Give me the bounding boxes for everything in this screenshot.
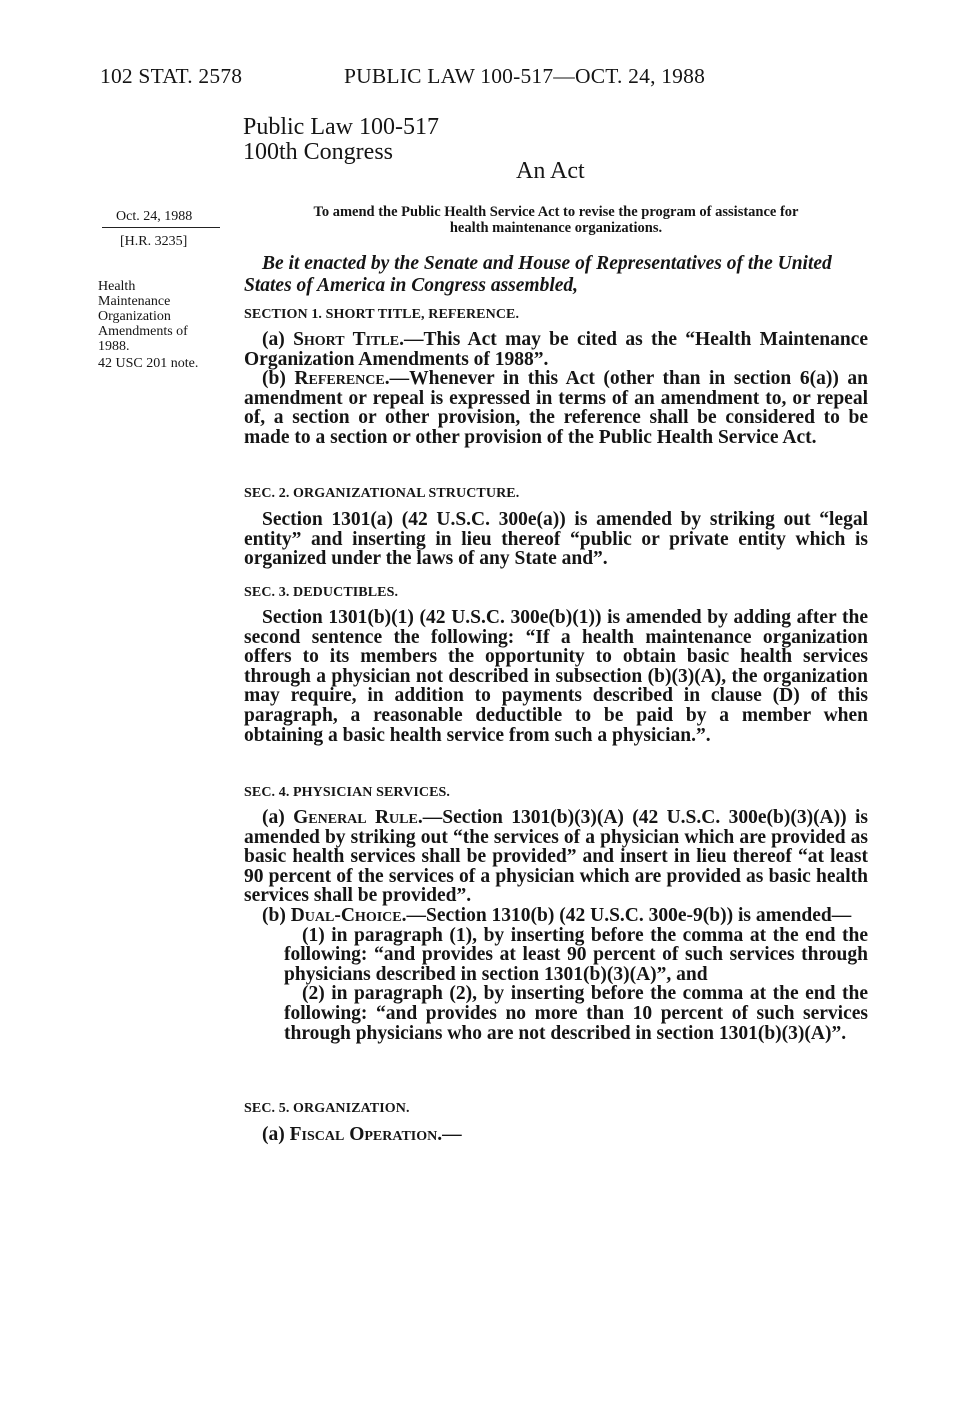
section-heading: SEC. 4. PHYSICIAN SERVICES.: [244, 785, 451, 800]
purpose-statement: [262, 204, 850, 236]
margin-topic: [98, 279, 188, 354]
margin-topic-line: Maintenance: [98, 294, 171, 309]
purpose-line: health maintenance organizations.: [449, 220, 663, 236]
section-paragraph: (a) General Rule.—Section 1301(b)(3)(A) (42 U.S.C. 300e(b)(3)(A)) is amended by striking out “the services of a physician which are provided as basic health services shall be provided” and insert in lieu thereof “at least 90 percent of the services of a physician which are provided as basic health services shall be provided”.: [244, 807, 868, 907]
margin-topic-line: Amendments of: [98, 324, 188, 339]
section-paragraph: (b) Reference.—Whenever in this Act (other than in section 6(a)) an amendment or repeal is expressed in terms of an amendment to, or repeal of, a section or other provision, the reference shall be considered to be made to a section or other provision of the Public Health Service Act.: [244, 368, 868, 448]
law-number: Public Law 100-517: [243, 114, 439, 140]
subparagraph: (2) in paragraph (2), by inserting before the comma at the end the following: “and provides no more than 10 percent of such services through physicians who are not described in section 1301(b)(3)(A)”.: [284, 983, 868, 1044]
section-paragraph: (b) Dual-Choice.—Section 1310(b) (42 U.S.C. 300e-9(b)) is amended—: [262, 904, 852, 926]
section-heading: SECTION 1. SHORT TITLE, REFERENCE.: [244, 307, 520, 322]
running-title: PUBLIC LAW 100-517—OCT. 24, 1988: [344, 64, 706, 88]
margin-date: Oct. 24, 1988: [116, 209, 193, 224]
section-heading: SEC. 2. ORGANIZATIONAL STRUCTURE.: [244, 486, 520, 501]
act-heading: An Act: [516, 158, 585, 184]
page-reference: 102 STAT. 2578: [100, 64, 243, 88]
margin-topic-line: Health: [98, 279, 136, 294]
congress-label: 100th Congress: [243, 139, 393, 165]
margin-topic-line: 1988.: [98, 339, 130, 354]
section-paragraph: (a) Fiscal Operation.—: [262, 1124, 462, 1145]
margin-usc: 42 USC 201 note.: [98, 356, 199, 371]
section-heading: SEC. 5. ORGANIZATION.: [244, 1101, 410, 1116]
section-paragraph: Section 1301(b)(1) (42 U.S.C. 300e(b)(1)) is amended by adding after the second sentence the following: “If a health maintenance organization offers to its members the opportunity to obtain basic health services through a physician not described in subsection (b)(3)(A), the organization may require, in addition to payments described in clause (D) of this paragraph, a reasonable deductible to be paid by a member when obtaining a basic health service from such a physician.”.: [244, 607, 868, 746]
enacting-clause: Be it enacted by the Senate and House of Representatives of the United States of America in Congress assembled,: [244, 253, 832, 296]
subparagraph: (1) in paragraph (1), by inserting before the comma at the end the following: “and provides at least 90 percent of such services through physicians described in section 1301(b)(3)(A)”, and: [284, 924, 868, 985]
margin-topic-line: Organization: [98, 309, 171, 324]
section-paragraph: Section 1301(a) (42 U.S.C. 300e(a)) is amended by striking out “legal entity” and inserting in lieu thereof “public or private entity which is organized under the laws of any State and”.: [244, 509, 868, 570]
margin-bill: [H.R. 3235]: [120, 234, 188, 249]
section-paragraph: (a) Short Title.—This Act may be cited as the “Health Maintenance Organization Amendments of 1988”.: [244, 329, 868, 370]
purpose-line: To amend the Public Health Service Act to revise the program of assistance for: [313, 204, 799, 220]
margin-rule: [102, 227, 220, 228]
section-heading: SEC. 3. DEDUCTIBLES.: [244, 585, 399, 600]
